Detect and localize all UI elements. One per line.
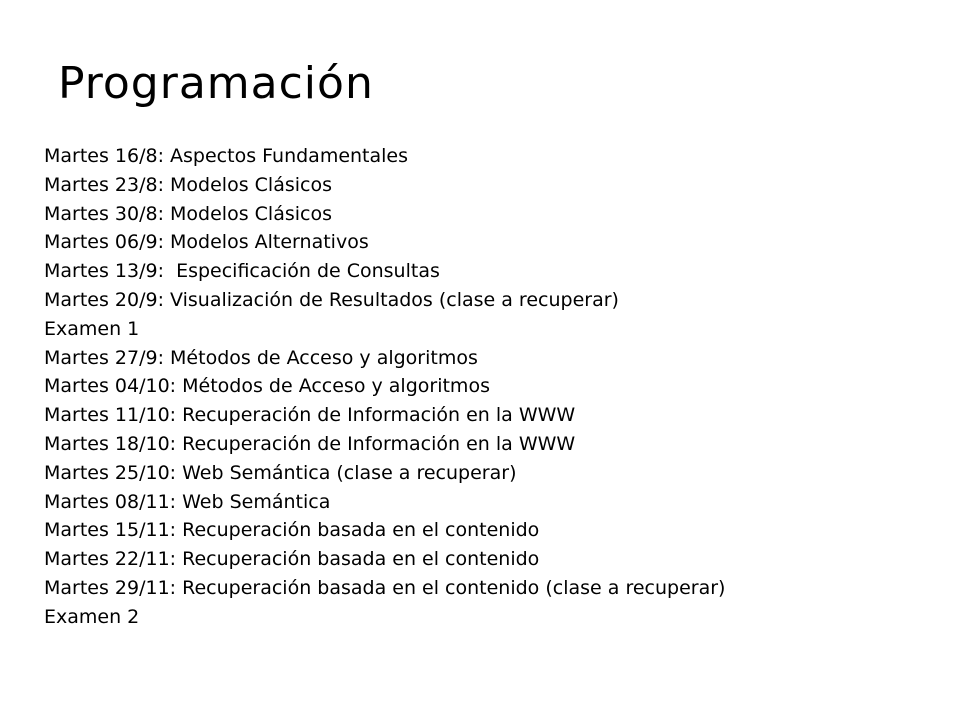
list-item: Martes 13/9: Especificación de Consultas — [44, 260, 440, 283]
list-item: Martes 11/10: Recuperación de Información en la WWW — [44, 404, 576, 427]
schedule-list — [44, 142, 725, 632]
list-item: Martes 27/9: Métodos de Acceso y algoritmos — [44, 346, 478, 369]
list-item: Martes 29/11: Recuperación basada en el contenido (clase a recuperar) — [44, 576, 726, 599]
list-item: Martes 23/8: Modelos Clásicos — [44, 173, 332, 196]
list-item: Martes 15/11: Recuperación basada en el contenido — [44, 519, 540, 542]
list-item: Martes 30/8: Modelos Clásicos — [44, 202, 332, 225]
list-item: Martes 25/10: Web Semántica (clase a recuperar) — [44, 461, 517, 484]
list-item: Martes 18/10: Recuperación de Información en la WWW — [44, 432, 576, 455]
list-item: Martes 20/9: Visualización de Resultados (clase a recuperar) — [44, 288, 619, 311]
list-item: Martes 06/9: Modelos Alternativos — [44, 231, 369, 254]
list-item: Martes 04/10: Métodos de Acceso y algoritmos — [44, 375, 490, 398]
list-item: Martes 16/8: Aspectos Fundamentales — [44, 145, 409, 167]
list-item: Martes 22/11: Recuperación basada en el contenido — [44, 548, 540, 571]
page-title: Programación — [58, 58, 374, 109]
list-item: Martes 08/11: Web Semántica — [44, 490, 331, 513]
list-item: Examen 1 — [44, 317, 140, 340]
list-item: Examen 2 — [44, 605, 140, 628]
